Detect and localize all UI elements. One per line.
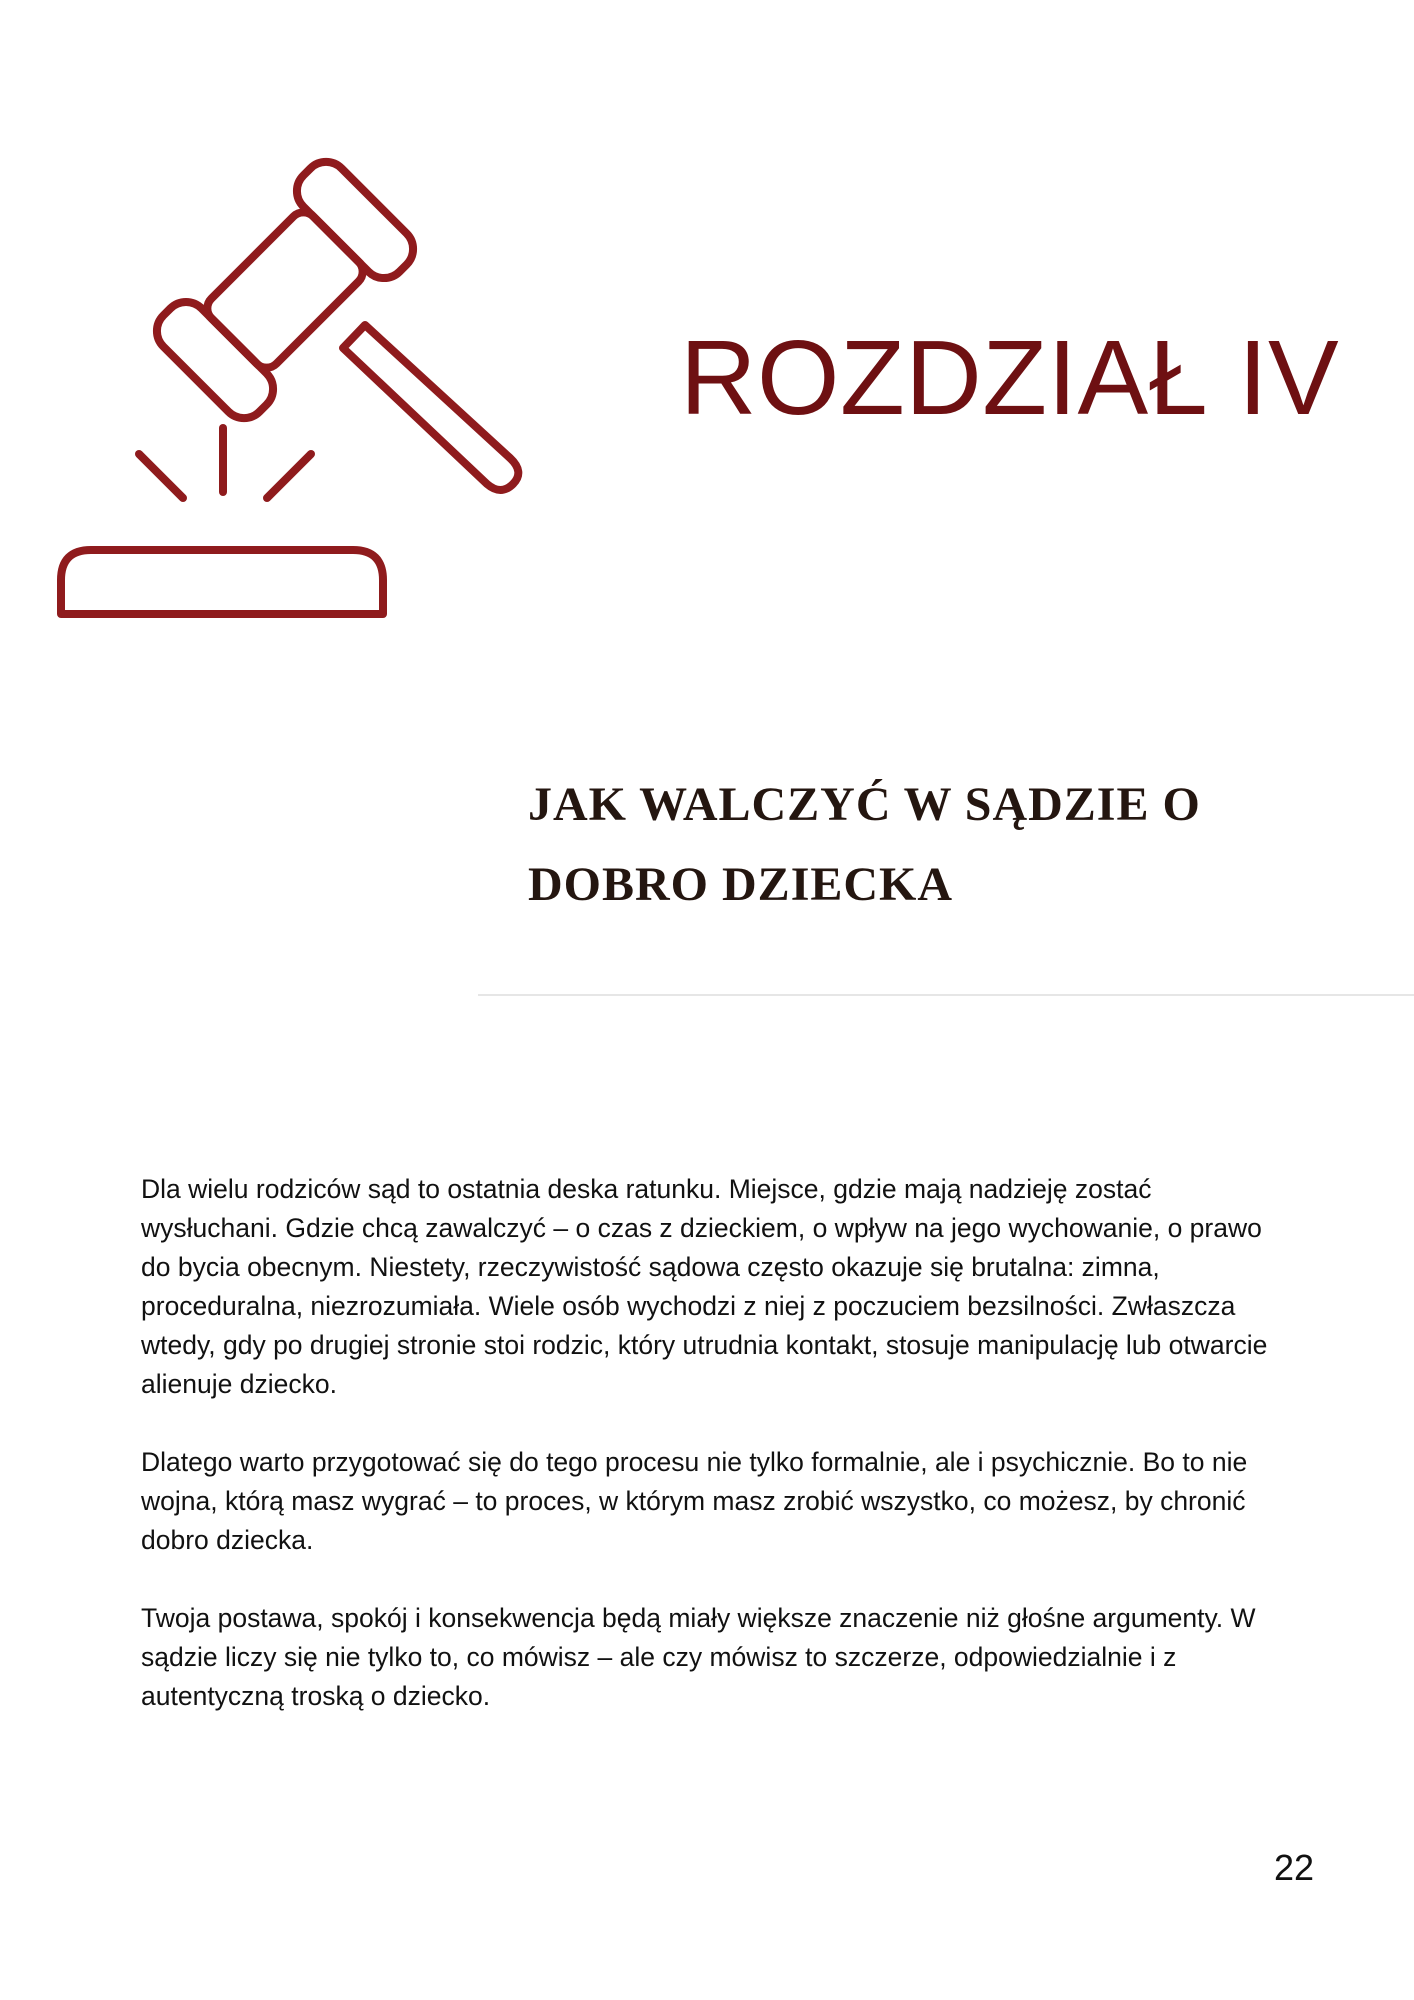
paragraph-1: Dla wielu rodziców sąd to ostatnia deska ratunku. Miejsce, gdzie mają nadzieję zostać wysłuchani. Gdzie chcą zawalczyć – o czas z dzieckiem, o wpływ na jego wychowanie, o prawo do bycia obecnym. Niestety, rzeczywistość sądowa często okazuje się brutalna: zimna, proceduralna, niezrozumiała. Wiele osób wychodzi z niej z poczuciem bezsilności. Zwłaszcza wtedy, gdy po drugiej stronie stoi rodzic, który utrudnia kontakt, stosuje manipulację lub otwarcie alienuje dziecko. — [141, 1174, 1268, 1399]
subtitle-line-2: DOBRO DZIECKA — [528, 858, 954, 911]
chapter-title: ROZDZIAŁ IV — [680, 319, 1340, 437]
page-number: 22 — [1273, 1847, 1314, 1888]
paragraph-3: Twoja postawa, spokój i konsekwencja będą miały większe znaczenie niż głośne argumenty. W sądzie liczy się nie tylko to, co mówisz – ale czy mówisz to szczerze, odpowiedzialnie i z autentyczną troską o dziecko. — [141, 1603, 1256, 1711]
chapter-subtitle — [528, 765, 1368, 925]
paragraph-2: Dlatego warto przygotować się do tego procesu nie tylko formalnie, ale i psychicznie. Bo to nie wojna, którą masz wygrać – to proces, w którym masz zrobić wszystko, co możesz, by chronić dobro dziecka. — [141, 1447, 1248, 1555]
subtitle-line-1: JAK WALCZYĆ W SĄDZIE O — [528, 778, 1201, 831]
gavel-icon — [55, 140, 535, 630]
section-divider — [478, 994, 1414, 996]
body-text — [141, 1170, 1271, 1755]
